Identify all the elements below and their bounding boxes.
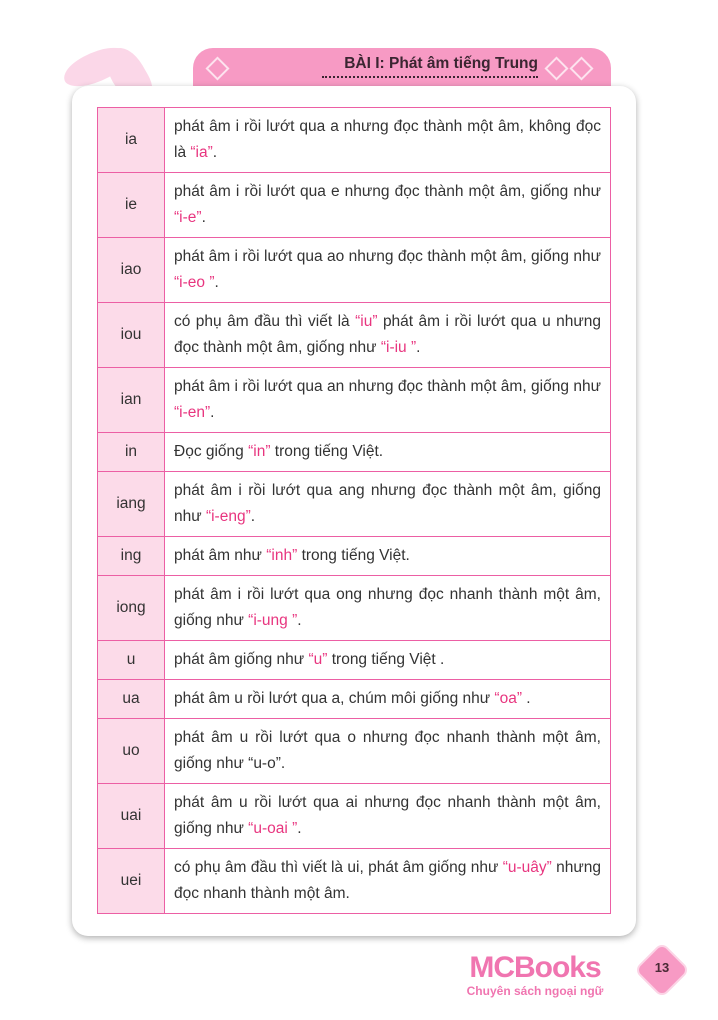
- highlighted-pronunciation: “in”: [248, 443, 271, 460]
- diamond-ornament-icon: [544, 56, 568, 80]
- description-text: phát âm giống như: [174, 651, 309, 668]
- highlighted-pronunciation: “i-e”: [174, 209, 202, 226]
- table-row: [98, 719, 611, 784]
- description-text: phát âm i rồi lướt qua ang nhưng đọc thành một âm, giống như: [174, 482, 601, 525]
- brand-name: MCBooks: [469, 951, 601, 984]
- highlighted-pronunciation: “i-iu ”: [380, 339, 417, 356]
- page-number-badge: [632, 940, 692, 1000]
- table-row: [98, 303, 611, 368]
- description-text: .: [297, 820, 302, 837]
- sound-cell: iang: [98, 472, 165, 537]
- sound-cell: uai: [98, 784, 165, 849]
- table-row: [98, 784, 611, 849]
- sound-cell: ing: [98, 537, 165, 576]
- description-cell: [165, 641, 611, 680]
- table-row: [98, 576, 611, 641]
- description-text: nhưng đọc nhanh thành một âm.: [174, 859, 601, 902]
- description-text: .: [214, 274, 219, 291]
- description-cell: [165, 238, 611, 303]
- publisher-brand: [462, 952, 608, 998]
- sound-cell: uei: [98, 849, 165, 914]
- description-cell: [165, 576, 611, 641]
- description-text: .: [297, 612, 302, 629]
- sound-cell: u: [98, 641, 165, 680]
- table-row: [98, 173, 611, 238]
- highlighted-pronunciation: “iu”: [355, 313, 378, 330]
- diamond-ornament-icon: [569, 56, 593, 80]
- sound-cell: iao: [98, 238, 165, 303]
- brand-tagline: Chuyên sách ngoại ngữ: [466, 984, 604, 998]
- description-text: có phụ âm đầu thì viết là ui, phát âm giống như: [174, 859, 503, 876]
- highlighted-pronunciation: “i-eng”: [205, 508, 251, 525]
- description-cell: [165, 472, 611, 537]
- description-text: có phụ âm đầu thì viết là: [174, 313, 356, 330]
- description-text: .: [212, 144, 218, 161]
- description-cell: [165, 537, 611, 576]
- description-cell: [165, 173, 611, 238]
- description-text: phát âm u rồi lướt qua ai nhưng đọc nhanh thành một âm, giống như: [174, 794, 601, 837]
- description-text: .: [201, 209, 206, 226]
- table-row: [98, 433, 611, 472]
- description-cell: [165, 108, 611, 173]
- highlighted-pronunciation: “u-oai ”: [248, 820, 298, 837]
- description-text: phát âm u rồi lướt qua o nhưng đọc nhanh thành một âm, giống như “u-o”.: [174, 729, 601, 772]
- description-text: .: [250, 508, 256, 525]
- description-text: phát âm i rồi lướt qua u nhưng đọc thành một âm, giống như: [174, 313, 601, 356]
- sound-cell: iou: [98, 303, 165, 368]
- description-cell: [165, 784, 611, 849]
- table-row: [98, 238, 611, 303]
- description-text: trong tiếng Việt.: [270, 443, 384, 460]
- table-row: [98, 680, 611, 719]
- description-cell: [165, 368, 611, 433]
- description-text: phát âm như: [174, 547, 267, 564]
- description-cell: [165, 680, 611, 719]
- highlighted-pronunciation: “u-uây”: [502, 859, 552, 876]
- description-cell: [165, 433, 611, 472]
- highlighted-pronunciation: “i-ung ”: [248, 612, 298, 629]
- table-row: [98, 849, 611, 914]
- table-row: [98, 537, 611, 576]
- description-cell: [165, 719, 611, 784]
- description-text: phát âm i rồi lướt qua a nhưng đọc thành một âm, không đọc là: [174, 118, 601, 161]
- highlighted-pronunciation: “oa”: [494, 690, 522, 707]
- pronunciation-table: [97, 107, 611, 914]
- sound-cell: iong: [98, 576, 165, 641]
- lesson-title: BÀI I: Phát âm tiếng Trung: [322, 55, 538, 78]
- description-text: phát âm i rồi lướt qua e nhưng đọc thành một âm, giống như: [174, 183, 601, 200]
- sound-cell: in: [98, 433, 165, 472]
- description-text: phát âm i rồi lướt qua ao nhưng đọc thành một âm, giống như: [174, 248, 601, 265]
- description-text: trong tiếng Việt .: [327, 651, 445, 668]
- description-cell: [165, 849, 611, 914]
- highlighted-pronunciation: “i-en”: [174, 404, 211, 421]
- highlighted-pronunciation: “ia”: [190, 144, 213, 161]
- diamond-ornament-icon: [205, 56, 229, 80]
- page-number: 13: [654, 960, 670, 975]
- highlighted-pronunciation: “inh”: [266, 547, 298, 564]
- sound-cell: uo: [98, 719, 165, 784]
- description-text: .: [522, 690, 531, 707]
- description-text: .: [416, 339, 421, 356]
- sound-cell: ia: [98, 108, 165, 173]
- table-row: [98, 472, 611, 537]
- table-row: [98, 108, 611, 173]
- description-text: phát âm i rồi lướt qua an nhưng đọc thành một âm, giống như: [174, 378, 601, 395]
- table-row: [98, 368, 611, 433]
- sound-cell: ie: [98, 173, 165, 238]
- table-row: [98, 641, 611, 680]
- sound-cell: ian: [98, 368, 165, 433]
- highlighted-pronunciation: “u”: [308, 651, 328, 668]
- description-text: trong tiếng Việt.: [297, 547, 410, 564]
- description-text: .: [210, 404, 215, 421]
- highlighted-pronunciation: “i-eo ”: [174, 274, 215, 291]
- description-text: Đọc giống: [174, 443, 249, 460]
- description-cell: [165, 303, 611, 368]
- sound-cell: ua: [98, 680, 165, 719]
- description-text: phát âm i rồi lướt qua ong nhưng đọc nhanh thành một âm, giống như: [174, 586, 601, 629]
- description-text: phát âm u rồi lướt qua a, chúm môi giống như: [174, 690, 495, 707]
